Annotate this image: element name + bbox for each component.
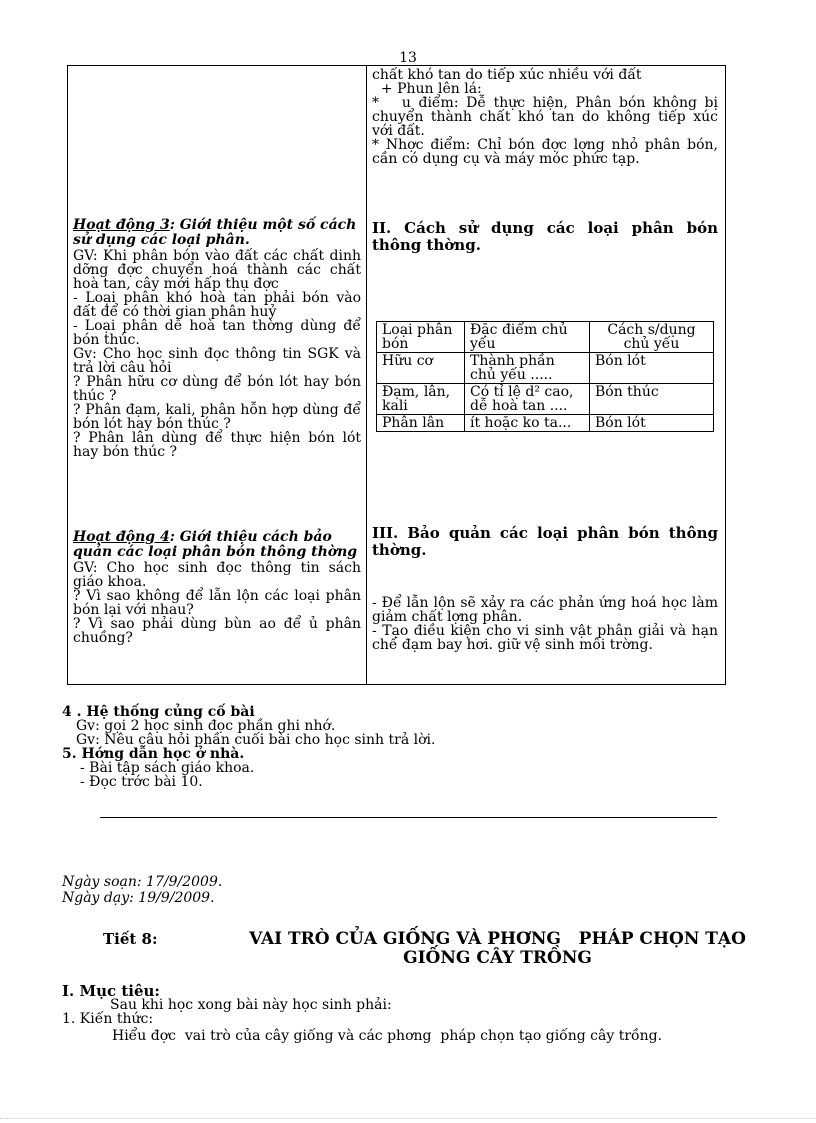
objectives-block: [62, 984, 662, 1043]
text-line: - Bài tập sách giáo khoa.: [80, 760, 255, 776]
homework-heading: 5. Hớng dẫn học ở nhà.: [62, 746, 245, 762]
summary-heading: 4 . Hệ thống củng cố bài: [62, 704, 255, 720]
activity-3-title: : Giới thiệu một số cách sử dụng các loại phân.: [73, 217, 357, 248]
section-3-block: [372, 596, 718, 652]
table-header-row: [377, 322, 714, 353]
activity-4-heading: [73, 530, 361, 560]
section-2-heading: II. Cách sử dụng các loại phân bón thông thờng.: [372, 219, 718, 254]
section-separator: [100, 817, 717, 818]
table-header-cell: Đặc điểm chủ yếu: [465, 322, 590, 353]
table-cell: Bón lót: [590, 415, 714, 432]
text-line: ? Vì sao phải dùng bùn ao để ủ phân chuồng?: [73, 616, 361, 646]
text-line: ? Phân đạm, kali, phân hỗn hợp dùng để bón lót hay bón thúc ?: [73, 402, 361, 432]
text-line: ? Phân lân dùng để thực hiện bón lót hay bón thúc ?: [73, 430, 361, 460]
table-cell: Có tỉ lệ d² cao, dễ hoà tan ....: [465, 384, 590, 415]
table-cell: Thành phần chủ yếu .....: [465, 353, 590, 384]
lesson-title: [205, 930, 790, 968]
prep-date: Ngày soạn: 17/9/2009.: [62, 874, 223, 890]
table-row: [377, 415, 714, 432]
activity-4-title: : Giới thiệu cách bảo quản các loại phân bón thông thờng: [73, 529, 358, 560]
table-row: [377, 384, 714, 415]
table-cell: Đạm, lân, kali: [377, 384, 465, 415]
text-line: - Để lẫn lộn sẽ xảy ra các phản ứng hoá học làm giảm chất lợng phân.: [372, 595, 718, 625]
text-line: * u điểm: Dễ thực hiện, Phân bón không bị chuyển thành chất khó tan do không tiếp xúc với đất.: [372, 95, 723, 139]
table-cell: ít hoặc ko ta...: [465, 415, 590, 432]
text-line: Gv: Nêu câu hỏi phần cuối bài cho học sinh trả lời.: [76, 732, 436, 748]
knowledge-text: Hiểu đợc vai trò của cây giống và các phơng pháp chọn tạo giống cây trồng.: [112, 1028, 663, 1044]
knowledge-heading: 1. Kiến thức:: [62, 1011, 154, 1027]
lesson-title-line: VAI TRÒ CỦA GIỐNG VÀ PHƠNG PHÁP CHỌN TẠO: [249, 929, 746, 949]
fertilizer-table: [376, 321, 714, 432]
lesson-label: Tiết 8:: [103, 930, 158, 948]
activity-4-block: [73, 530, 361, 645]
text-line: - Đọc trớc bài 10.: [80, 774, 203, 790]
objectives-intro: Sau khi học xong bài này học sinh phải:: [110, 997, 392, 1013]
text-line: GV: Khi phân bón vào đất các chất dinh dỡng đợc chuyển hoá thành các chất hoà tan, cây mới hấp thụ đợc: [73, 248, 361, 292]
summary-block: [62, 705, 435, 789]
section-3-heading: III. Bảo quản các loại phân bón thông thờng.: [372, 524, 718, 559]
activity-3-block: [73, 218, 361, 459]
text-line: ? Phân hữu cơ dùng để bón lót hay bón thúc ?: [73, 374, 361, 404]
text-line: - Tạo điều kiện cho vi sinh vật phân giải và hạn chế đạm bay hơi. giữ vệ sinh môi trờng.: [372, 623, 718, 653]
right-top-block: [372, 67, 723, 167]
teach-date: Ngày dạy: 19/9/2009.: [62, 890, 215, 906]
table-header-cell: Loại phân bón: [377, 322, 465, 353]
text-line: + Phun lên lá:: [372, 81, 482, 97]
lesson-title-line: GIỐNG CÂY TRỒNG: [403, 948, 592, 968]
text-line: chất khó tan do tiếp xúc nhiều với đất: [372, 67, 642, 83]
activity-3-label: Hoạt động 3: [73, 217, 170, 233]
text-line: ? Vì sao không để lẫn lộn các loại phân bón lại với nhau?: [73, 588, 361, 618]
activity-4-label: Hoạt động 4: [73, 529, 170, 545]
text-line: Gv: gọi 2 học sinh đọc phần ghi nhớ.: [76, 718, 336, 734]
column-divider: [366, 65, 367, 684]
table-cell: Bón lót: [590, 353, 714, 384]
text-line: - Loại phân khó hoà tan phải bón vào đất để có thời gian phân huỷ: [73, 290, 361, 320]
objectives-heading: I. Mục tiêu:: [62, 982, 160, 1000]
table-cell: Bón thúc: [590, 384, 714, 415]
table-header-cell: Cách s/dụng chủ yếu: [590, 322, 714, 353]
text-line: GV: Cho học sinh đọc thông tin sách giáo khoa.: [73, 560, 361, 590]
page-number: 13: [399, 50, 417, 66]
activity-3-heading: [73, 218, 361, 248]
table-cell: Phân lân: [377, 415, 465, 432]
text-line: Gv: Cho học sinh đọc thông tin SGK và trả lời câu hỏi: [73, 346, 361, 376]
table-cell: Hữu cơ: [377, 353, 465, 384]
text-line: * Nhợc điểm: Chỉ bón đợc lợng nhỏ phân bón, cần có dụng cụ và máy móc phức tạp.: [372, 137, 718, 167]
page-bottom-border: [0, 1118, 816, 1119]
table-row: [377, 353, 714, 384]
text-line: - Loại phân dễ hoà tan thờng dùng để bón thúc.: [73, 318, 361, 348]
